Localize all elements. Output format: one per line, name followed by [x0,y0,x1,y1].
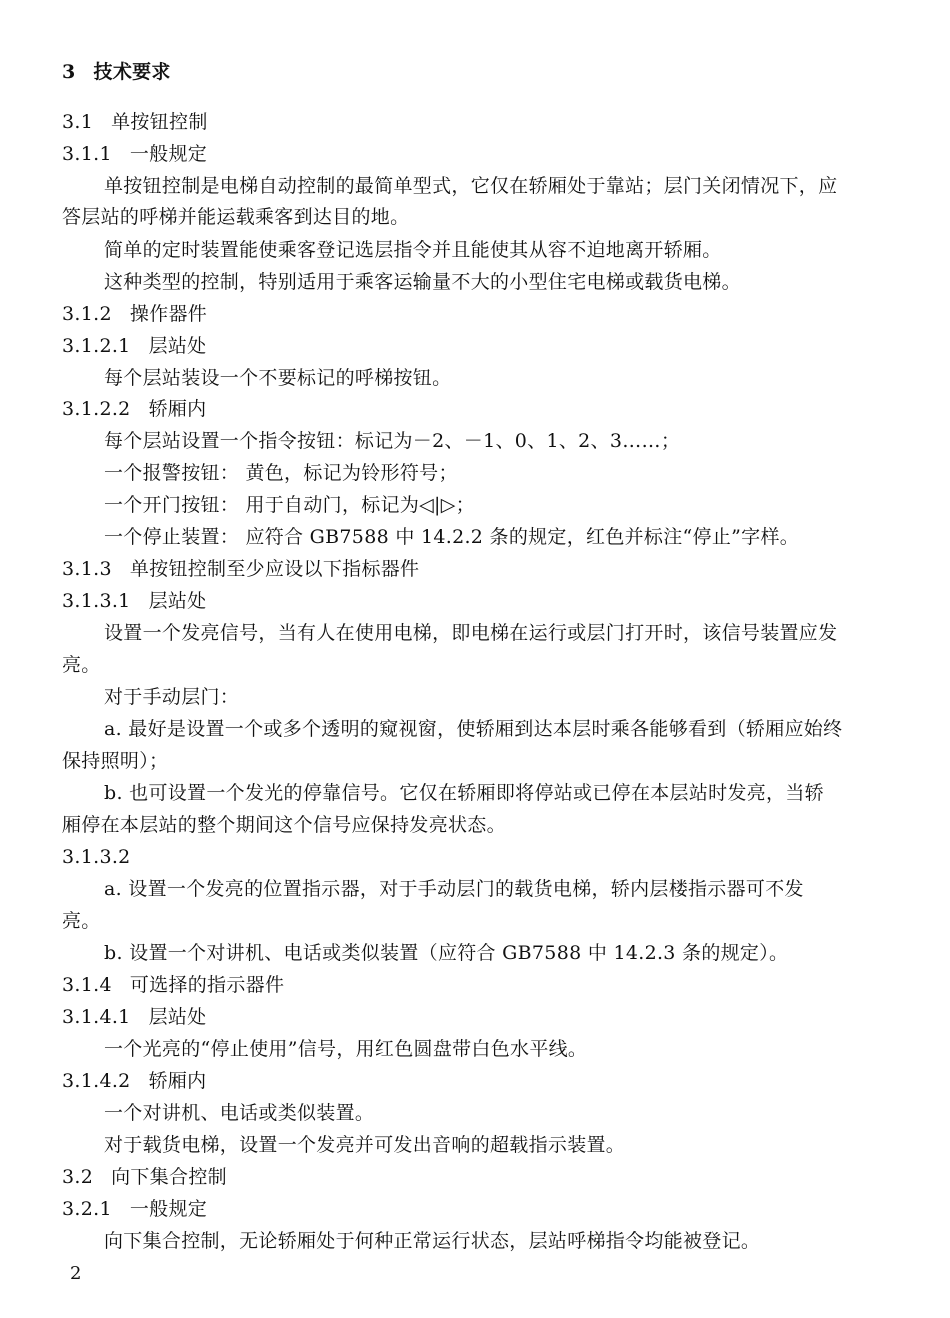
paragraph-line: 一个开门按钮： 用于自动门，标记为◁|▷； [104,494,475,516]
paragraph-line: 每个层站装设一个不要标记的呼梯按钮。 [104,367,452,389]
section-number: 3.1.3.2 [62,846,131,868]
paragraph-line: 对于手动层门： [104,686,240,708]
section-title: 单按钮控制 [111,111,208,133]
section-title: 单按钮控制至少应设以下指标器件 [129,558,420,580]
section-number: 3.1.3.1 [62,590,131,612]
paragraph-line: 答层站的呼梯并能运载乘客到达目的地。 [62,206,410,228]
chapter-heading [62,60,890,84]
page-number: 2 [70,1263,82,1284]
section-number: 3.1.1 [62,143,112,165]
section-title: 轿厢内 [148,1070,207,1092]
section-number: 3.1.4.2 [62,1070,131,1092]
section-title: 一般规定 [129,1198,208,1220]
paragraph-line: 单按钮控制是电梯自动控制的最简单型式，它仅在轿厢处于靠站；层门关闭情况下，应 [104,175,838,197]
section-number: 3.1.2.2 [62,398,131,420]
section-title: 操作器件 [129,303,208,325]
chapter-title: 技术要求 [93,61,171,83]
section-number: 3.1.2 [62,303,112,325]
section-heading-3-1-4-2 [62,1069,890,1093]
section-number: 3.1.2.1 [62,335,131,357]
paragraph-line: 设置一个发亮信号，当有人在使用电梯，即电梯在运行或层门打开时，该信号装置应发 [104,622,838,644]
paragraph-line: 一个光亮的“停止使用”信号，用红色圆盘带白色水平线。 [104,1038,588,1060]
section-heading-3-1-4 [62,973,890,997]
section-heading-3-1 [62,110,890,134]
paragraph-line: 每个层站设置一个指令按钮：标记为－2、－1、0、1、2、3……； [104,430,681,452]
section-heading-3-1-3-1 [62,589,890,613]
section-heading-3-1-2-2 [62,397,890,421]
section-title: 层站处 [148,335,207,357]
section-number: 3.2 [62,1166,94,1188]
paragraph-line: 向下集合控制，无论轿厢处于何种正常运行状态，层站呼梯指令均能被登记。 [104,1230,761,1252]
section-title: 可选择的指示器件 [129,974,285,996]
section-heading-3-1-3 [62,557,890,581]
paragraph-line: b. 也可设置一个发光的停靠信号。它仅在轿厢即将停站或已停在本层站时发亮，当轿 [104,782,824,804]
paragraph-line: 一个报警按钮： 黄色，标记为铃形符号； [104,462,458,484]
section-number: 3.1 [62,111,94,133]
chapter-number: 3 [62,61,76,83]
paragraph-line: 一个停止装置： 应符合 GB7588 中 14.2.2 条的规定，红色并标注“停止”字样。 [104,526,800,548]
section-heading-3-1-3-2 [62,845,890,869]
section-number: 3.1.4.1 [62,1006,131,1028]
section-heading-3-1-2 [62,302,890,326]
paragraph-line: b. 设置一个对讲机、电话或类似装置（应符合 GB7588 中 14.2.3 条的规定）。 [104,942,789,964]
section-title: 层站处 [148,1006,207,1028]
paragraph-line: 保持照明）； [62,750,169,772]
paragraph-line: 简单的定时装置能使乘客登记选层指令并且能使其从容不迫地离开轿厢。 [104,239,722,261]
section-number: 3.1.4 [62,974,112,996]
paragraph-line: 亮。 [62,910,101,932]
paragraph-line: a. 设置一个发亮的位置指示器，对于手动层门的载货电梯，轿内层楼指示器可不发 [104,878,804,900]
paragraph-line: 这种类型的控制，特别适用于乘客运输量不大的小型住宅电梯或载货电梯。 [104,271,741,293]
section-title: 向下集合控制 [111,1166,227,1188]
section-heading-3-1-4-1 [62,1005,890,1029]
paragraph-line: 亮。 [62,654,101,676]
section-heading-3-2 [62,1165,890,1189]
section-title: 轿厢内 [148,398,207,420]
section-title: 一般规定 [129,143,208,165]
paragraph-line: 一个对讲机、电话或类似装置。 [104,1102,375,1124]
section-number: 3.2.1 [62,1198,112,1220]
paragraph-line: 厢停在本层站的整个期间这个信号应保持发亮状态。 [62,814,506,836]
section-heading-3-1-2-1 [62,334,890,358]
section-heading-3-2-1 [62,1197,890,1221]
paragraph-line: a. 最好是设置一个或多个透明的窥视窗，使轿厢到达本层时乘各能够看到（轿厢应始终 [104,718,843,740]
section-number: 3.1.3 [62,558,112,580]
paragraph-line: 对于载货电梯，设置一个发亮并可发出音响的超载指示装置。 [104,1134,626,1156]
section-title: 层站处 [148,590,207,612]
section-heading-3-1-1 [62,142,890,166]
